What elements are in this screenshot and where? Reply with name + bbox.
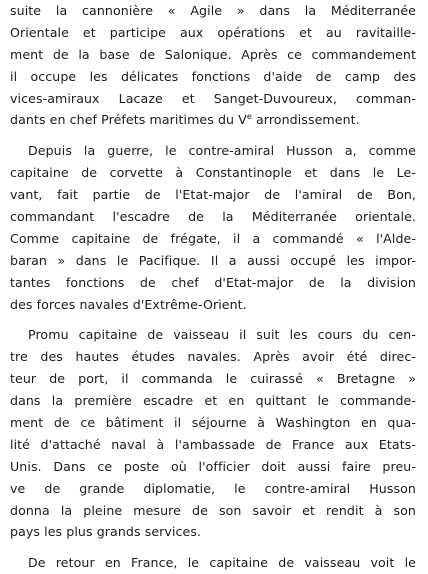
text-line-with-superscript [10, 109, 416, 131]
paragraph-gap [10, 131, 416, 140]
paragraph-2 [10, 140, 416, 315]
text-line: dans la première escadre et en quittant le commande- [10, 393, 416, 409]
text-line: suite la cannonière « Agile » dans la Méditerranée [10, 3, 416, 18]
text-line: lité d'attaché naval à l'ambassade de France aux Etats- [10, 436, 416, 452]
text-line: pays les plus grands services. [10, 524, 202, 540]
text-line: baran » dans le Pacifique. Il a aussi occupé les impor- [10, 252, 416, 268]
text-line: tre des hautes études navales. Après avoir été direc- [10, 349, 416, 365]
paragraph-gap [10, 315, 416, 324]
text-line: Unis. Dans ce poste où l'officier doit aussi faire preu- [10, 458, 416, 474]
text-line: des forces navales d'Extrême-Orient. [10, 296, 247, 312]
text-line: commandant l'escadre de la Méditerranée orientale. [10, 209, 416, 225]
line-text-end: arrondissement. [251, 112, 360, 128]
text-line: ment de la base de Salonique. Après ce commandement [10, 46, 416, 62]
text-line: Orientale et participe aux opérations et au ravitaille- [10, 24, 416, 40]
line-text: dants en chef Préfets maritimes du V [10, 112, 247, 128]
text-line: capitaine de corvette à Constantinople et dans le Le- [10, 165, 416, 181]
text-line: Promu capitaine de vaisseau il suit les cours du cen- [28, 327, 416, 343]
text-line: il occupe les délicates fonctions d'aide de camp des [10, 68, 416, 84]
text-line: Depuis la guerre, le contre-amiral Husson a, comme [28, 143, 416, 159]
paragraph-3 [10, 324, 416, 543]
paragraph-gap [10, 543, 416, 552]
text-line: donna la pleine mesure de son savoir et rendit à son [10, 502, 416, 518]
document-page [10, 0, 416, 574]
text-line: teur de port, il commanda le cuirassé « Bretagne » [10, 371, 416, 387]
text-line: vices-amiraux Lacaze et Sanget-Duvoureux, comman- [10, 90, 416, 106]
text-line: vant, fait partie de l'Etat-major de l'amiral de Bon, [10, 187, 416, 203]
text-line: De retour en France, le capitaine de vaisseau voit le [28, 555, 416, 571]
superscript-e: e [246, 112, 252, 122]
text-line: ment de ce bâtiment il séjourne à Washington en qua- [10, 415, 416, 431]
text-line: tantes fonctions de chef d'Etat-major de la division [10, 274, 416, 290]
text-line: Comme capitaine de frégate, il a commandé « l'Alde- [10, 230, 416, 246]
paragraph-4 [10, 552, 416, 574]
paragraph-1 [10, 0, 416, 131]
text-line: ve de grande diplomatie, le contre-amiral Husson [10, 480, 416, 496]
